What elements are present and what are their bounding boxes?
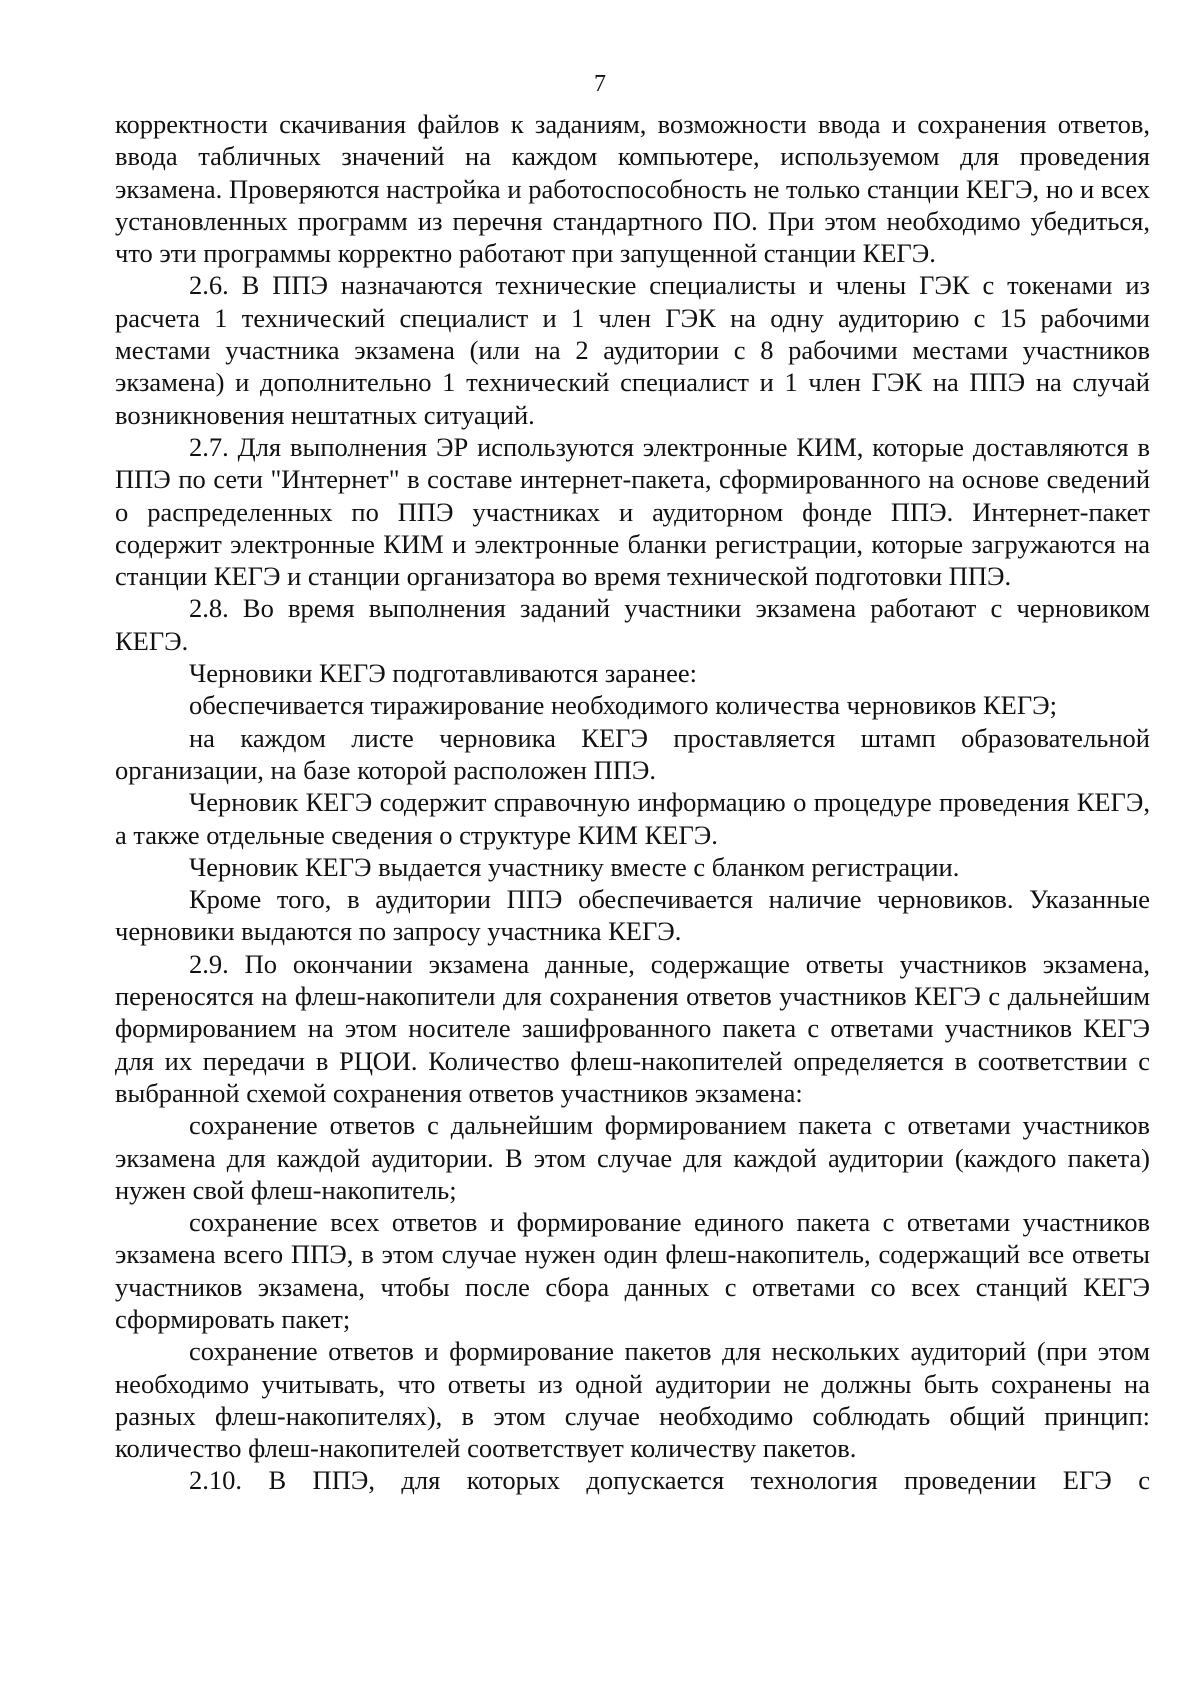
paragraph-2-9: 2.9. По окончании экзамена данные, содержащие ответы участников экзамена, переносятся на флеш-накопители для сохранения ответов участников КЕГЭ с дальнейшим формированием на этом носителе зашифрованного пакета с ответами участников КЕГЭ для их передачи в РЦОИ. Количество флеш-накопителей определяется в соответствии с выбранной схемой сохранения ответов участников экзамена: — [115, 948, 1150, 1108]
list-item-per-room: сохранение ответов с дальнейшим формированием пакета с ответами участников экзамена для каждой аудитории. В этом случае для каждой аудитории (каждого пакета) нужен свой флеш-накопитель; — [115, 1110, 1150, 1205]
paragraph-extra-drafts: Кроме того, в аудитории ППЭ обеспечивается наличие черновиков. Указанные черновики выдаются по запросу участника КЕГЭ. — [115, 884, 1150, 947]
paragraph-draft-issued: Черновик КЕГЭ выдается участнику вместе с бланком регистрации. — [189, 851, 960, 882]
list-item-stamp: на каждом листе черновика КЕГЭ проставляется штамп образовательной организации, на базе которой расположен ППЭ. — [115, 722, 1150, 785]
document-body — [115, 108, 1150, 1497]
paragraph-2-7: 2.7. Для выполнения ЭР используются электронные КИМ, которые доставляются в ППЭ по сети "Интернет" в составе интернет-пакета, сформированного на основе сведений о распределенных по ППЭ участниках и аудиторном фонде ППЭ. Интернет-пакет содержит электронные КИМ и электронные бланки регистрации, которые загружаются на станции КЕГЭ и станции организатора во время технической подготовки ППЭ. — [115, 431, 1150, 592]
paragraph-drafts-prepared: Черновики КЕГЭ подготавливаются заранее: — [189, 658, 698, 689]
paragraph-2-6: 2.6. В ППЭ назначаются технические специалисты и члены ГЭК с токенами из расчета 1 технический специалист и 1 член ГЭК на одну аудиторию с 15 рабочими местами участника экзамена (или на 2 аудитории с 8 рабочими местами участников экзамена) и дополнительно 1 технический специалист и 1 член ГЭК на ППЭ на случай возникновения нештатных ситуаций. — [115, 270, 1150, 430]
list-item-several-rooms: сохранение ответов и формирование пакетов для нескольких аудиторий (при этом необходимо учитывать, что ответы из одной аудитории не должны быть сохранены на разных флеш-накопителях), в этом случае необходимо соблюдать общий принцип: количество флеш-накопителей соответствует количеству пакетов. — [115, 1336, 1150, 1464]
paragraph-draft-contents: Черновик КЕГЭ содержит справочную информацию о процедуре проведения КЕГЭ, а также отдельные сведения о структуре КИМ КЕГЭ. — [115, 787, 1150, 850]
paragraph-2-8: 2.8. Во время выполнения заданий участники экзамена работают с черновиком КЕГЭ. — [115, 593, 1150, 656]
list-item-single-package: сохранение всех ответов и формирование единого пакета с ответами участников экзамена всего ППЭ, в этом случае нужен один флеш-накопитель, содержащий все ответы участников экзамена, чтобы после сбора данных с ответами со всех станций КЕГЭ сформировать пакет; — [115, 1207, 1150, 1334]
list-item-replication: обеспечивается тиражирование необходимого количества черновиков КЕГЭ; — [189, 690, 1058, 721]
paragraph-2-10: 2.10. В ППЭ, для которых допускается технология проведении ЕГЭ с — [189, 1465, 1150, 1496]
page-number: 7 — [594, 71, 606, 97]
paragraph-continuation: корректности скачивания файлов к заданиям, возможности ввода и сохранения ответов, ввода табличных значений на каждом компьютере, используемом для проведения экзамена. Проверяются настройка и работоспособность не только станции КЕГЭ, но и всех установленных программ из перечня стандартного ПО. При этом необходимо убедиться, что эти программы корректно работают при запущенной станции КЕГЭ. — [115, 109, 1150, 269]
